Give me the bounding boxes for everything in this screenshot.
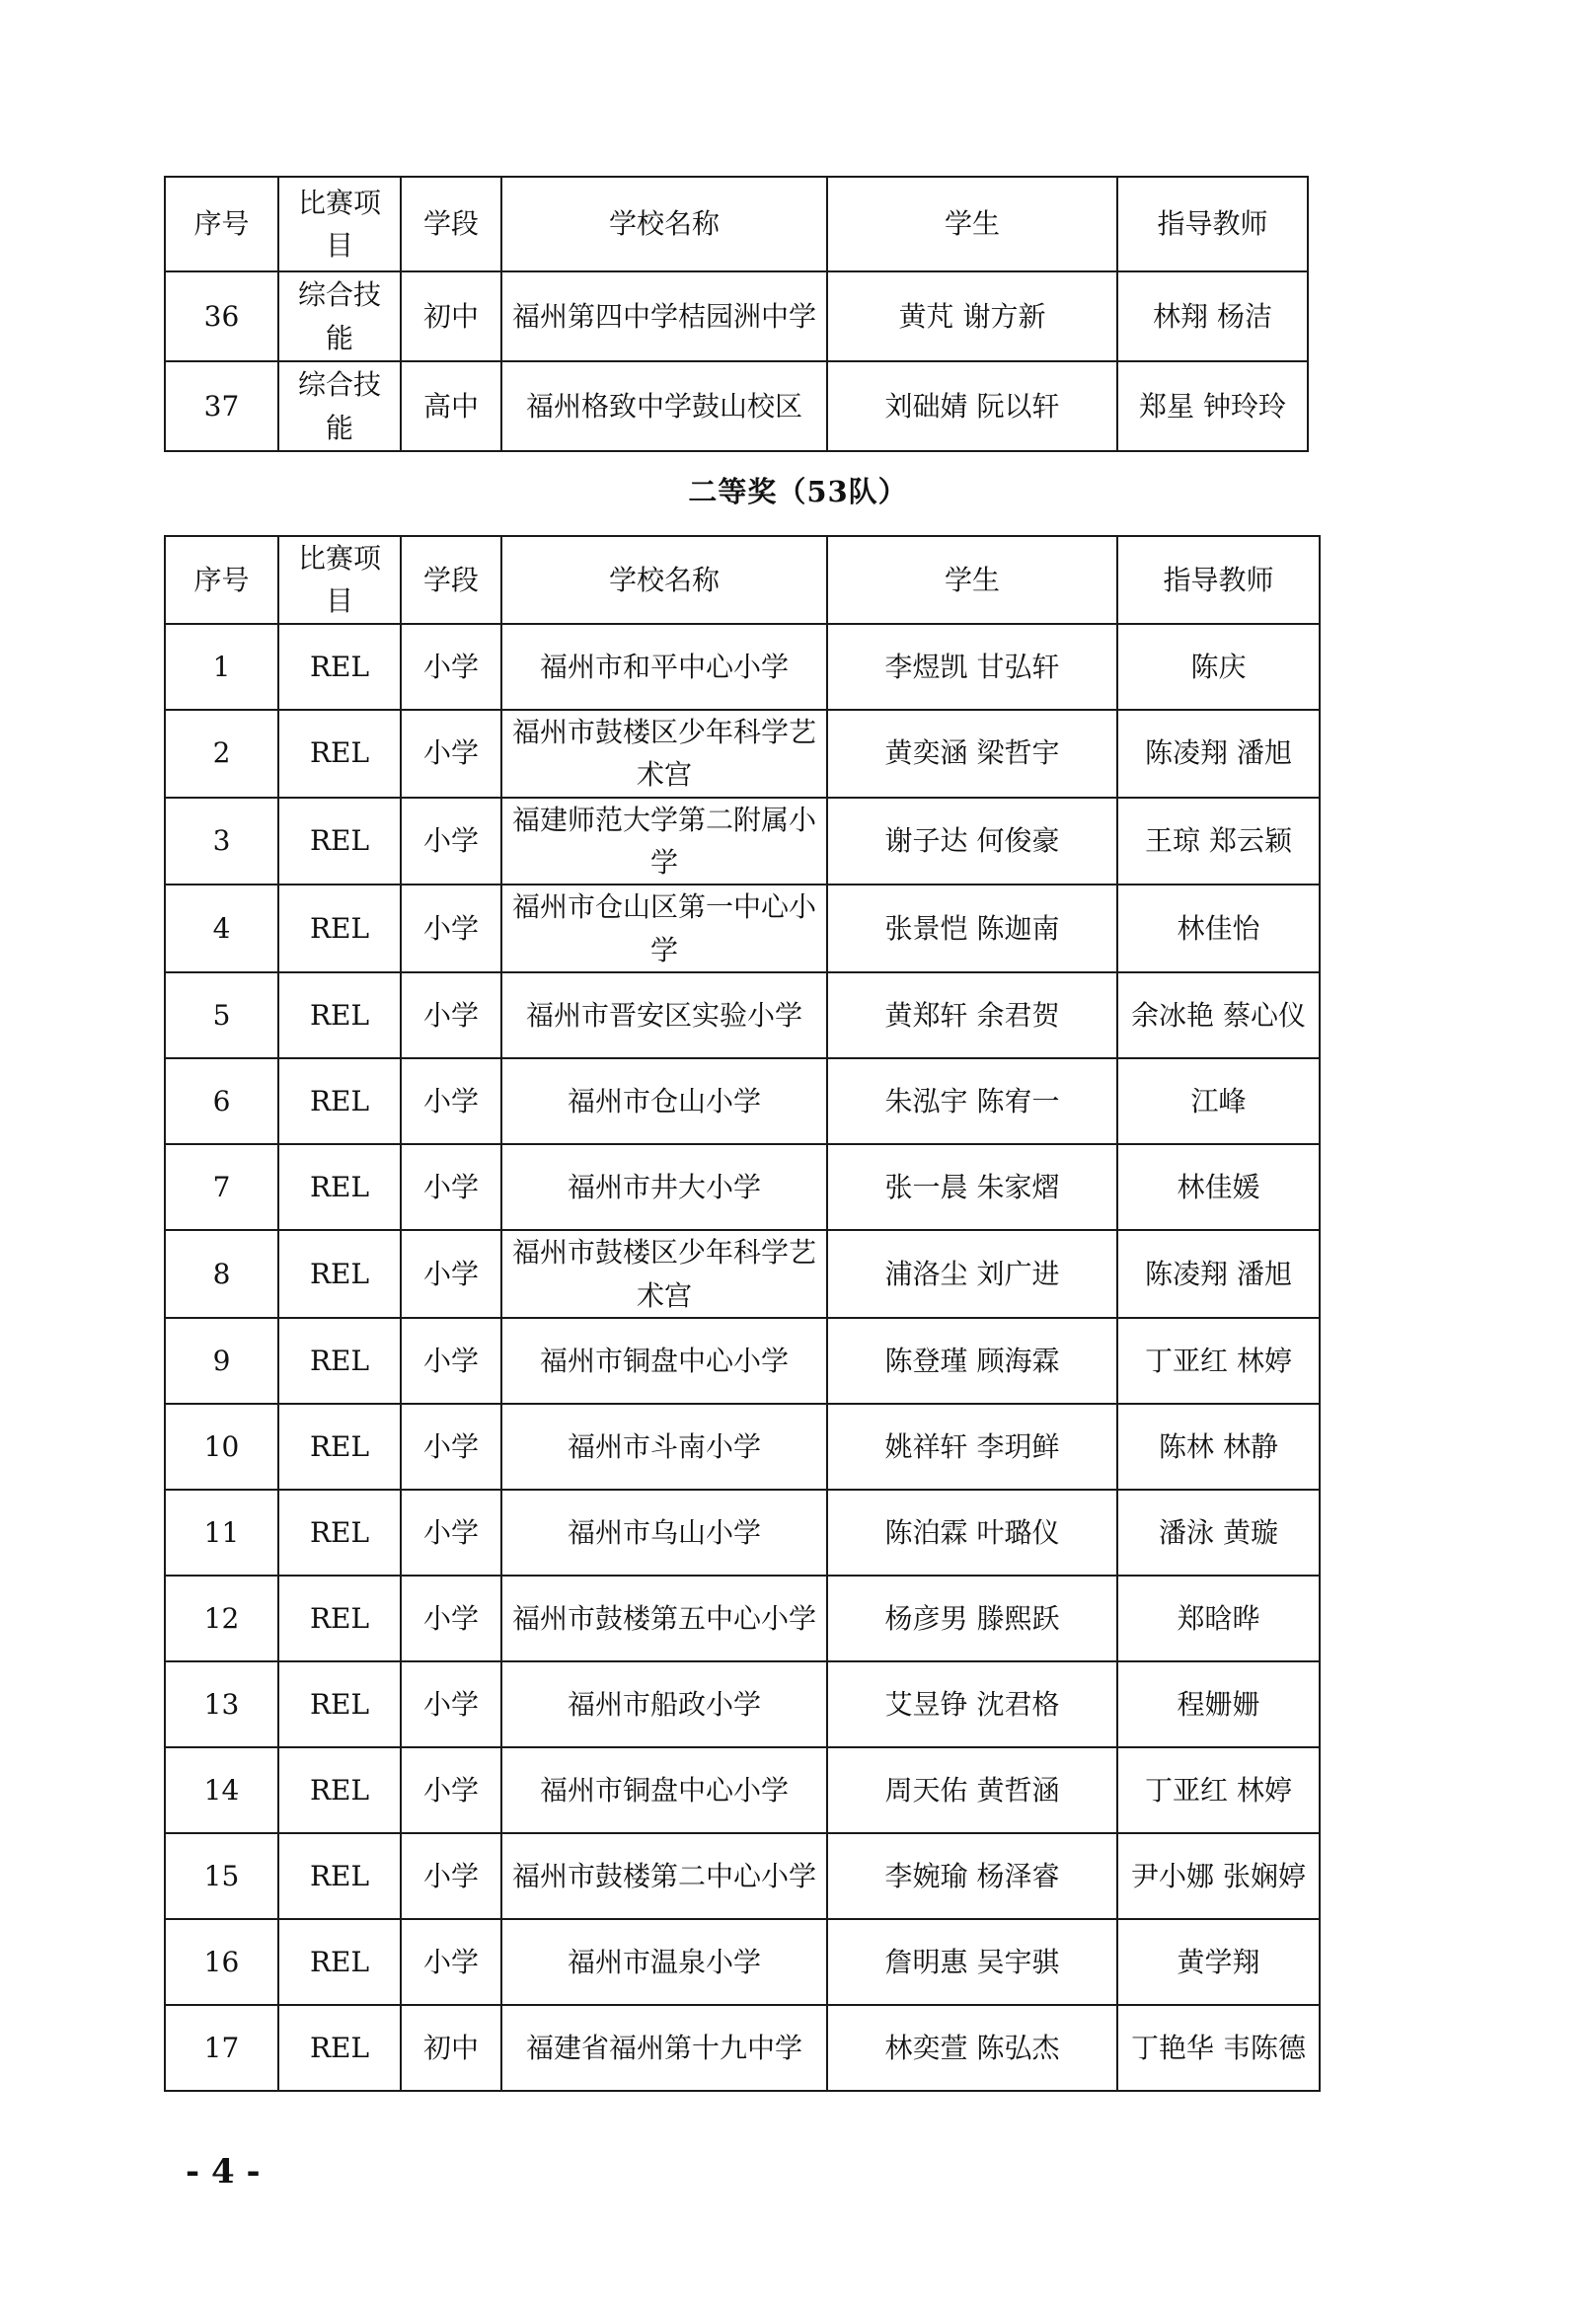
header-cell-students: 学生 xyxy=(827,536,1117,624)
school-cell: 福州市船政小学 xyxy=(501,1661,827,1747)
number-cell: 37 xyxy=(165,361,278,451)
level-cell: 小学 xyxy=(401,798,501,885)
teachers-cell: 林翔 杨洁 xyxy=(1117,271,1308,361)
level-cell: 小学 xyxy=(401,972,501,1058)
students-cell: 黄奕涵 梁哲宇 xyxy=(827,710,1117,798)
header-cell-school: 学校名称 xyxy=(501,536,827,624)
teachers-cell: 陈林 林静 xyxy=(1117,1404,1320,1490)
second-prize-table xyxy=(164,535,1321,2092)
table-row xyxy=(165,624,1320,710)
header-cell-level: 学段 xyxy=(401,536,501,624)
school-cell: 福州市斗南小学 xyxy=(501,1404,827,1490)
event-cell: REL xyxy=(278,1404,401,1490)
table-row xyxy=(165,1404,1320,1490)
number-cell: 8 xyxy=(165,1230,278,1318)
school-cell: 福州市和平中心小学 xyxy=(501,624,827,710)
page-number: - 4 - xyxy=(186,2152,261,2192)
event-cell: REL xyxy=(278,1833,401,1919)
second-prize-table-body xyxy=(165,624,1320,2091)
level-cell: 小学 xyxy=(401,1833,501,1919)
table-row xyxy=(165,1318,1320,1404)
school-cell: 福州市鼓楼第五中心小学 xyxy=(501,1576,827,1661)
header-cell-number: 序号 xyxy=(165,177,278,271)
teachers-cell: 王琼 郑云颖 xyxy=(1117,798,1320,885)
school-cell: 福州市仓山小学 xyxy=(501,1058,827,1144)
number-cell: 7 xyxy=(165,1144,278,1230)
event-cell: REL xyxy=(278,1230,401,1318)
table-row xyxy=(165,972,1320,1058)
number-cell: 1 xyxy=(165,624,278,710)
table-row xyxy=(165,710,1320,798)
school-cell: 福州市仓山区第一中心小学 xyxy=(501,885,827,972)
school-cell: 福州市晋安区实验小学 xyxy=(501,972,827,1058)
students-cell: 李婉瑜 杨泽睿 xyxy=(827,1833,1117,1919)
table-row xyxy=(165,1747,1320,1833)
level-cell: 小学 xyxy=(401,1576,501,1661)
number-cell: 16 xyxy=(165,1919,278,2005)
students-cell: 周天佑 黄哲涵 xyxy=(827,1747,1117,1833)
table-row xyxy=(165,1230,1320,1318)
event-cell: REL xyxy=(278,1318,401,1404)
level-cell: 高中 xyxy=(401,361,501,451)
students-cell: 谢子达 何俊豪 xyxy=(827,798,1117,885)
level-cell: 小学 xyxy=(401,1318,501,1404)
school-cell: 福州市井大小学 xyxy=(501,1144,827,1230)
students-cell: 姚祥轩 李玥鲜 xyxy=(827,1404,1117,1490)
level-cell: 小学 xyxy=(401,885,501,972)
number-cell: 15 xyxy=(165,1833,278,1919)
students-cell: 李煜凯 甘弘轩 xyxy=(827,624,1117,710)
top-table-body xyxy=(165,271,1308,451)
level-cell: 小学 xyxy=(401,1490,501,1576)
teachers-cell: 余冰艳 蔡心仪 xyxy=(1117,972,1320,1058)
number-cell: 3 xyxy=(165,798,278,885)
students-cell: 黄芃 谢方新 xyxy=(827,271,1117,361)
teachers-cell: 丁艳华 韦陈德 xyxy=(1117,2005,1320,2091)
school-cell: 福州市鼓楼区少年科学艺术宫 xyxy=(501,710,827,798)
students-cell: 陈泊霖 叶璐仪 xyxy=(827,1490,1117,1576)
table-header-row xyxy=(165,536,1320,624)
school-cell: 福州格致中学鼓山校区 xyxy=(501,361,827,451)
header-cell-number: 序号 xyxy=(165,536,278,624)
number-cell: 5 xyxy=(165,972,278,1058)
event-cell: REL xyxy=(278,885,401,972)
students-cell: 詹明惠 吴宇骐 xyxy=(827,1919,1117,2005)
table-row xyxy=(165,1144,1320,1230)
number-cell: 12 xyxy=(165,1576,278,1661)
level-cell: 小学 xyxy=(401,1747,501,1833)
school-cell: 福州市温泉小学 xyxy=(501,1919,827,2005)
number-cell: 4 xyxy=(165,885,278,972)
event-cell: REL xyxy=(278,1058,401,1144)
table-row xyxy=(165,1833,1320,1919)
number-cell: 11 xyxy=(165,1490,278,1576)
school-cell: 福州市鼓楼区少年科学艺术宫 xyxy=(501,1230,827,1318)
teachers-cell: 林佳媛 xyxy=(1117,1144,1320,1230)
students-cell: 浦洛尘 刘广进 xyxy=(827,1230,1117,1318)
header-cell-teachers: 指导教师 xyxy=(1117,177,1308,271)
header-cell-event: 比赛项目 xyxy=(278,536,401,624)
number-cell: 6 xyxy=(165,1058,278,1144)
school-cell: 福州市乌山小学 xyxy=(501,1490,827,1576)
students-cell: 黄郑轩 余君贺 xyxy=(827,972,1117,1058)
number-cell: 9 xyxy=(165,1318,278,1404)
event-cell: REL xyxy=(278,1661,401,1747)
teachers-cell: 黄学翔 xyxy=(1117,1919,1320,2005)
students-cell: 刘础婧 阮以轩 xyxy=(827,361,1117,451)
event-cell: REL xyxy=(278,1747,401,1833)
level-cell: 小学 xyxy=(401,1919,501,2005)
table-row xyxy=(165,1490,1320,1576)
level-cell: 小学 xyxy=(401,1404,501,1490)
event-cell: REL xyxy=(278,798,401,885)
level-cell: 小学 xyxy=(401,710,501,798)
event-cell: REL xyxy=(278,710,401,798)
teachers-cell: 程姗姗 xyxy=(1117,1661,1320,1747)
event-cell: REL xyxy=(278,972,401,1058)
level-cell: 小学 xyxy=(401,624,501,710)
table-row xyxy=(165,798,1320,885)
teachers-cell: 江峰 xyxy=(1117,1058,1320,1144)
number-cell: 36 xyxy=(165,271,278,361)
header-cell-event: 比赛项目 xyxy=(278,177,401,271)
table-row xyxy=(165,2005,1320,2091)
school-cell: 福州市铜盘中心小学 xyxy=(501,1747,827,1833)
students-cell: 林奕萱 陈弘杰 xyxy=(827,2005,1117,2091)
number-cell: 2 xyxy=(165,710,278,798)
level-cell: 初中 xyxy=(401,271,501,361)
students-cell: 陈登瑾 顾海霖 xyxy=(827,1318,1117,1404)
students-cell: 杨彦男 滕熙跃 xyxy=(827,1576,1117,1661)
table-row xyxy=(165,1661,1320,1747)
level-cell: 小学 xyxy=(401,1144,501,1230)
event-cell: REL xyxy=(278,1144,401,1230)
table-row xyxy=(165,1058,1320,1144)
teachers-cell: 陈凌翔 潘旭 xyxy=(1117,1230,1320,1318)
event-cell: REL xyxy=(278,624,401,710)
header-cell-level: 学段 xyxy=(401,177,501,271)
number-cell: 10 xyxy=(165,1404,278,1490)
teachers-cell: 丁亚红 林婷 xyxy=(1117,1318,1320,1404)
teachers-cell: 尹小娜 张娴婷 xyxy=(1117,1833,1320,1919)
teachers-cell: 陈庆 xyxy=(1117,624,1320,710)
table-row xyxy=(165,885,1320,972)
header-cell-teachers: 指导教师 xyxy=(1117,536,1320,624)
level-cell: 小学 xyxy=(401,1058,501,1144)
number-cell: 17 xyxy=(165,2005,278,2091)
event-cell: REL xyxy=(278,1576,401,1661)
number-cell: 14 xyxy=(165,1747,278,1833)
event-cell: REL xyxy=(278,1919,401,2005)
level-cell: 初中 xyxy=(401,2005,501,2091)
level-cell: 小学 xyxy=(401,1661,501,1747)
teachers-cell: 郑星 钟玲玲 xyxy=(1117,361,1308,451)
school-cell: 福建省福州第十九中学 xyxy=(501,2005,827,2091)
second-prize-title: 二等奖（53队） xyxy=(688,475,908,508)
top-award-table xyxy=(164,176,1309,452)
students-cell: 艾昱铮 沈君格 xyxy=(827,1661,1117,1747)
event-cell: 综合技能 xyxy=(278,361,401,451)
teachers-cell: 郑晗晔 xyxy=(1117,1576,1320,1661)
students-cell: 张一晨 朱家熠 xyxy=(827,1144,1117,1230)
table-row xyxy=(165,271,1308,361)
teachers-cell: 丁亚红 林婷 xyxy=(1117,1747,1320,1833)
school-cell: 福州市鼓楼第二中心小学 xyxy=(501,1833,827,1919)
teachers-cell: 潘泳 黄璇 xyxy=(1117,1490,1320,1576)
table-header-row xyxy=(165,177,1308,271)
header-cell-school: 学校名称 xyxy=(501,177,827,271)
teachers-cell: 林佳怡 xyxy=(1117,885,1320,972)
table-row xyxy=(165,1576,1320,1661)
school-cell: 福州第四中学桔园洲中学 xyxy=(501,271,827,361)
event-cell: REL xyxy=(278,1490,401,1576)
event-cell: REL xyxy=(278,2005,401,2091)
students-cell: 张景恺 陈迦南 xyxy=(827,885,1117,972)
number-cell: 13 xyxy=(165,1661,278,1747)
table-row xyxy=(165,361,1308,451)
level-cell: 小学 xyxy=(401,1230,501,1318)
teachers-cell: 陈凌翔 潘旭 xyxy=(1117,710,1320,798)
school-cell: 福建师范大学第二附属小学 xyxy=(501,798,827,885)
school-cell: 福州市铜盘中心小学 xyxy=(501,1318,827,1404)
event-cell: 综合技能 xyxy=(278,271,401,361)
header-cell-students: 学生 xyxy=(827,177,1117,271)
table-row xyxy=(165,1919,1320,2005)
students-cell: 朱泓宇 陈宥一 xyxy=(827,1058,1117,1144)
